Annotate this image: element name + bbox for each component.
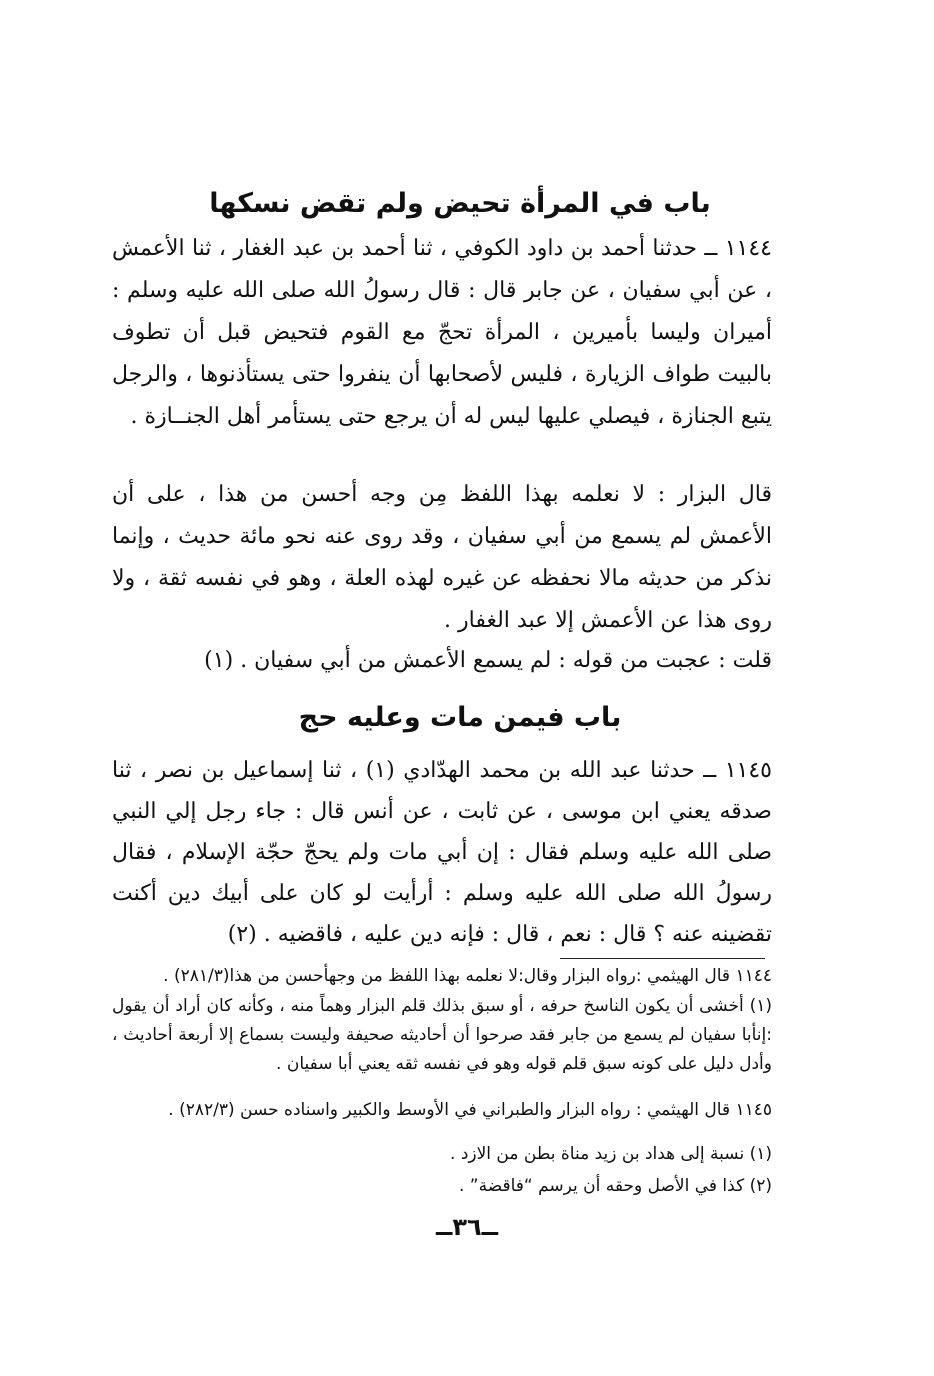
footnote-divider <box>560 958 765 959</box>
author-comment: قلت : عجبت من قوله : لم يسمع الأعمش من أبي سفيان . (١) <box>204 648 772 673</box>
page-number: ــ٣٦ــ <box>435 1213 499 1241</box>
section-title-died-owing-hajj: باب فيمن مات وعليه حج <box>298 702 622 733</box>
footnote-1145-note-2: (٢) كذا في الأصل وحقه أن يرسم “فاقضة” . <box>458 1176 772 1196</box>
footnote-1144-note-1: (١) أخشى أن يكون الناسخ حرفه ، أو سبق بذلك قلم البزار وهماً منه ، وكأنه كان أراد أن يقول :إنأبا سفيان لم يسمع من جابر فقد صرحوا أن أحاديثه صحيفة وليست بسماع إلا أربعة أحاديث ، وأدل دليل على كونه سبق قلم قوله وهو في نفسه ثقه يعني أبا سفيان . <box>112 996 772 1074</box>
section-title-menstruating-woman: باب في المرأة تحيض ولم تقض نسكها <box>209 188 711 219</box>
footnote-1144: ١١٤٤ قال الهيثمي :رواه البزار وقال:لا نعلمه بهذا اللفظ من وجهأحسن من هذا(٢٨١/٣) . <box>163 966 772 986</box>
footnote-1145-note-1: (١) نسبة إلى هداد بن زيد مناة بطن من الازد . <box>450 1144 772 1164</box>
hadith-1145: ١١٤٥ ــ حدثنا عبد الله بن محمد الهدّادي (١) ، ثنا إسماعيل بن نصر ، ثنا صدقه يعني ابن موسى ، عن ثابت ، عن أنس قال : جاء رجل إلي النبي صلى الله عليه وسلم فقال : إن أبي مات ولم يحجّ حجّة الإسلام ، فقال رسولُ الله صلى الله عليه وسلم : أرأيت لو كان على أبيك دين أكنت تقضينه عنه ؟ قال : نعم ، قال : فإنه دين عليه ، فاقضيه . (٢) <box>112 758 772 947</box>
hadith-1144: ١١٤٤ ــ حدثنا أحمد بن داود الكوفي ، ثنا أحمد بن عبد الغفار ، ثنا الأعمش ، عن أبي سفيان ، عن جابر قال : قال رسولُ الله صلى الله عليه وسلم : أميران وليسا بأميرين ، المرأة تحجّ مع القوم فتحيض قبل أن تطوف بالبيت طواف الزيارة ، فليس لأصحابها أن ينفروا حتى يستأذنوها ، والرجل يتبع الجنازة ، فيصلي عليها ليس له أن يرجع حتى يستأمر أهل الجنــازة . <box>112 236 772 429</box>
bazzar-commentary: قال البزار : لا نعلمه بهذا اللفظ مِن وجه أحسن من هذا ، على أن الأعمش لم يسمع من أبي سفيان ، وقد روى عنه نحو مائة حديث ، وإنما نذكر من حديثه مالا نحفظه عن غيره لهذه العلة ، وهو في نفسه ثقة ، ولا روى هذا عن الأعمش إلا عبد الغفار . <box>112 482 772 633</box>
footnote-1145: ١١٤٥ قال الهيثمي : رواه البزار والطبراني في الأوسط والكبير واسناده حسن (٢٨٢/٣) . <box>168 1100 772 1120</box>
